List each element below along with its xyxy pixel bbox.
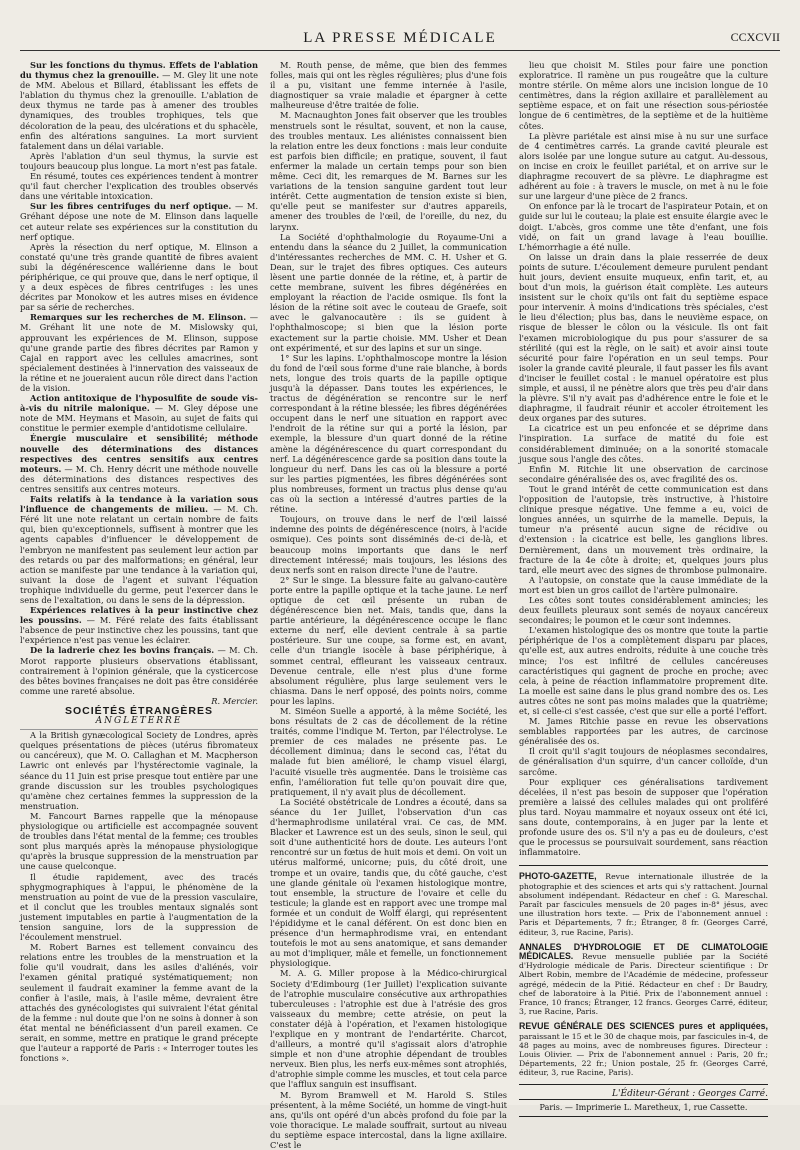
paragraph (519, 575, 768, 595)
paragraph-text: La Société d'ophthalmologie du Royaume-Uni a entendu dans la séance du 2 Juillet, la communication d'intéressantes recherches de MM. C. H. Usher et G. Dean, sur le trajet des fibres optiques. Ces auteurs lèsent une partie donnée de la rétine, et, à partir de cette membrane, suivent les fibres dégénérées en employant la réaction de l'acide osmique. Ils font la lésion de la rétine soit avec le couteau de Graefe, soit avec le galvanocautère : ils se guident à l'ophthalmoscope; si bien que la lésion porte exactement sur la partie choisie. MM. Usher et Dean ont expérimenté, et sur des lapins et sur un singe. (270, 231, 507, 353)
paragraph-text: — M. Gley lit une note de MM. Abelous et Billard, établissant les effets de l'ablation du thymus chez la grenouille. L'ablation de deux thymus ne tarde pas à amener des troubles dynamiques, des troubles trophiques, tels que décoloration de la peau, des ulcérations et du sphacèle, enfin des altérations sanguines. La mort survient fatalement dans un délai variable. (20, 70, 258, 151)
paragraph (20, 60, 258, 151)
paragraph-lead: Expériences relatives à la peur instinctive chez les poussins. (20, 605, 258, 626)
paragraph (519, 201, 768, 251)
paragraph-text: A la British gynæcological Society de Londres, après quelques présentations de pièces (utérus fibromateux ou cancéreux), que M. O. Callaghan et M. Macpherson Lawric ont enlevés par l'hystérectomie vaginale, la séance du 11 Juin est prise presque tout entière par une grande discussion sur les troubles psychologiques qu'amène chez certaines femmes la suppression de la menstruation. (20, 730, 258, 811)
paragraph (20, 494, 258, 605)
paragraph-text: — M. Ch. Morot rapporte plusieurs observations établissant, contrairement à l'opinion générale, que la cysticercose des bêtes bovines françaises ne doit pas être considérée comme une rareté absolue. (20, 645, 258, 696)
advert-heading: ANNALES D'HYDROLOGIE ET DE CLIMATOLOGIE MÉDICALES. (519, 941, 768, 962)
paragraph (270, 1090, 507, 1150)
section-subtitle: ANGLETERRE (20, 716, 258, 730)
paragraph-text: Toujours, on trouve dans le nerf de l'œil laissé indemne des points de dégénérescence (noirs, à l'acide osmique). Ces points sont disséminés de-ci de-là, et beaucoup moins importants que dans le nerf directement intéressé; mais toujours, les lésions des deux nerfs sont en raison directe l'une de l'autre. (270, 514, 507, 575)
paragraph (270, 514, 507, 575)
paragraph-text: Tout le grand intérêt de cette communication est dans l'opposition de l'autopsie, très instructive, à l'histoire clinique presque négative. Une femme a eu, voici de longues années, un squirrhe de la mamelle. Depuis, la tumeur n'a présenté aucun signe de récidive ou d'extension : la cicatrice est belle, les ganglions libres. Dernièrement, dans un mouvement très ordinaire, la fracture de la 4e côte à droite; et, quelques jours plus tard, elle meurt avec des signes de thrombose pulmonaire. (519, 483, 768, 575)
paragraph (20, 730, 258, 811)
paragraph (270, 60, 507, 110)
paragraph-text: M. Fancourt Barnes rappelle que la ménopause physiologique ou artificielle est accompagnée souvent de troubles dans l'état mental de la femme; ces troubles sont plus marqués après la ménopause physiologique qu'après la brusque suppression de la menstruation par une cause quelconque. (20, 810, 258, 872)
paragraph-text: L'examen histologique des os montre que toute la partie périphérique de l'os a complètement disparu par places, qu'elle est, aux autres endroits, réduite à une couche très mince; l'os est infiltré de cellules cancéreuses caractéristiques qui gagnent de proche en proche; avec cela, à peine de réaction inflammatoire proprement dite. La moelle est saine dans le plus grand nombre des os. Les autres côtes ne sont pas moins malades que la quatrième; et, si celle-ci s'est cassée, c'est que sur elle a porté l'effort. (519, 625, 768, 716)
paragraph-text: — M. Gley dépose une note de MM. Heymans et Masoin, au sujet de faits qui constitue le permier exemple d'antidotisme cellulaire. (20, 403, 258, 434)
signature: R. Mercier. (211, 695, 258, 706)
paragraph-text: La cicatrice est un peu enfoncée et se déprime dans l'inspiration. La surface de matité du foie est considérablement diminuée; on a la sonorité stomacale jusque sous l'angle des côtes. (519, 423, 768, 464)
advert (519, 872, 768, 936)
paragraph-text: 2° Sur le singe. La blessure faite au galvano-cautère porte entre la papille optique et la tache jaune. Le nerf optique de cet œil présente un ruban de dégénérescence bien net. Mais, tandis que, dans la partie antérieure, la dégénérescence occupe le flanc externe du nerf, elle devient centrale à sa partie postérieure. Sur une coupe, sa forme est, en avant, celle d'un triangle isocèle à base périphérique, à sommet central, effleurant les vaisseaux centraux. Devenue centrale, elle n'est plus d'une forme absolument régulière, plus large seulement vers le chiasma. Dans le nerf opposé, des points noirs, comme pour les lapins. (270, 574, 507, 706)
paragraph (519, 484, 768, 575)
paragraph (519, 595, 768, 625)
paragraph (270, 968, 507, 1089)
paragraph-text: On laisse un drain dans la plaie resserrée de deux points de suture. L'écoulement demeure purulent pendant huit jours, devient ensuite muqueux, enfin tarit, et, au bout d'un mois, la guérison était complète. Les auteurs insistent sur le choix qu'ils ont fait du septième espace pour intervenir. À moins d'indications très spéciales, c'est le lieu d'élection; plus bas, dans le neuvième espace, on risque de blesser le côlon ou la vésicule. Ils ont fait l'examen microbiologique du pus pour s'assurer de sa stérilité (qui est la règle, on le sait) et avoir ainsi toute sécurité pour faire l'opération en un seul temps. Pour isoler la grande cavité pleurale, il faut passer les fils avant d'inciser le feuillet costal : le manuel opératoire est plus simple, et aussi, il ne pénètre alors que très peu d'air dans la plèvre. S'il n'y avait pas d'adhérence entre le foie et le diaphragme, il faudrait réunir et accoler étroitement les deux organes par des sutures. (519, 251, 768, 424)
paragraph (20, 312, 258, 393)
paragraph-text: — M. Gréhant lit une note de M. Mislowsky qui, approuvant les expériences de M. Elinson, suppose qu'une grande partie des fibres décrites par Ramon y Cajal en rapport avec les cellules amacrines, sont spécialement destinées à l'innervation des vaisseaux de la rétine et ne joueraient aucun rôle direct dans l'action de la vision. (20, 312, 258, 393)
paragraph (20, 393, 258, 433)
journal-title: LA PRESSE MÉDICALE (303, 30, 497, 46)
column-3 (519, 60, 768, 1112)
printer-line: Paris. — Imprimerie L. Maretheux, 1, rue Cassette. (519, 1099, 768, 1117)
paragraph-text: M. Robert Barnes est tellement convaincu des relations entre les troubles de la menstruation et la folie qu'il voudrait, dans les asiles d'aliénés, voir l'examen génital pratiqué systématiquement; non seulement il faudrait examiner la femme avant de la confier à l'asile, mais, à l'asile même, devraient être attachés des gynécologistes qui suivraient l'état génital de la femme : nul doute que l'on ne soins à donner à son état mental ne bénéficiassent d'un pareil examen. Ce serait, en somme, mettre en pratique le grand précepte que l'auteur a rapporté de Paris : « Interroger toutes les fonctions ». (20, 942, 258, 1064)
paragraph (519, 60, 768, 131)
paragraph-text: Pour expliquer ces généralisations tardivement décelées, il n'est pas besoin de supposer que l'opération première a laissé des cellules malades qui ont proliféré plus tard. Noyau mammaire et noyaux osseux ont été ici, sans doute, contemporains, à en juger par la lente et profonde usure des os. S'il n'y a pas eu de douleurs, c'est que le processus se poursuivait sourdement, sans réaction inflammatoire. (519, 776, 768, 858)
paragraph (20, 942, 258, 1063)
column-1-foreign-articles (20, 730, 258, 1063)
paragraph (20, 151, 258, 171)
paragraph-text: M. Siméon Suelle a apporté, à la même Société, les bons résultats de 2 cas de décollement de la rétine traités, comme l'indique M. Terton, par l'électrolyse. Le premier de ces malades ne présente pas. Le décollement diminua; dans le second cas, l'état du malade fut bien amélioré, le champ visuel élargi, l'acuité visuelle très augmentée. Dans le troisième cas enfin, l'amélioration fut telle qu'on pouvait dire que, pratiquement, il n'y avait plus de décollement. (270, 706, 507, 797)
column-1 (20, 60, 258, 1075)
paragraph (519, 716, 768, 746)
paragraph (20, 433, 258, 494)
paragraph-text: M. Routh pense, de même, que bien des femmes folles, mais qui ont les règles régulières; plus d'une fois il a pu, visitant une femme internée à l'asile, diagnostiquer sa vraie maladie et épargner à cette malheureuse d'être traitée de folie. (270, 60, 507, 111)
paragraph (519, 423, 768, 463)
advert-text: Revue internationale illustrée de la photographie et des sciences et arts qui s'y rattachent. Journal absolument indépendant. Rédacteur en chef : G. Mareschal. Paraît par fascicules mensuels de 20 pages in-8° jésus, avec une illustration hors texte. — Prix de l'abonnement annuel : Paris et Départements, 7 fr.; Étranger, 8 fr. (Georges Carré, éditeur, 3, rue Racine, Paris). (519, 872, 768, 937)
paragraph-text: Les côtes sont toutes considérablement amincies; les deux feuillets pleuraux sont semés de noyaux cancéreux secondaires; le poumon et le cœur sont indemnes. (519, 594, 768, 626)
paragraph (270, 575, 507, 706)
paragraph (20, 201, 258, 241)
advert (519, 1022, 768, 1077)
paragraph-text: Après la résection du nerf optique, M. Elinson a constaté qu'une très grande quantité de fibres avaient subi la dégénérescence wallérienne dans le bout périphérique, ce qui prouve que, dans le nerf optique, il y a deux espèces de fibres centrifuges : les unes décrites par Monokow et les autres mises en évidence par sa série de recherches. (20, 241, 258, 313)
advert-heading: PHOTO-GAZETTE, (519, 871, 597, 882)
paragraph-text: — M. Gréhant dépose une note de M. Elinson dans laquelle cet auteur relate ses expériences sur la constitution du nerf optique. (20, 201, 258, 242)
advert-text: Revue mensuelle publiée par la Société d'Hydrologie médicale de Paris. Directeur scientifique : Dr Albert Robin, membre de l'Académie de médecine, professeur agrégé, médecin de la Pitié. Rédacteur en chef : Dr Baudry, chef de laboratoire à la Pitié. Prix de l'abonnement annuel : France, 10 francs; Étranger, 12 francs. Georges Carré, éditeur, 3, rue Racine, Paris. (519, 952, 768, 1017)
paragraph (20, 645, 258, 695)
column-1-articles (20, 60, 258, 696)
editor-manager: L'Éditeur-Gérant : Georges Carré. (519, 1084, 768, 1099)
paragraph-lead: Faits relatifs à la tendance à la variation sous l'influence de changements de milieu. (20, 494, 258, 515)
paragraph-text: M. Byrom Bramwell et M. Harold S. Stiles présentent, à la même Société, un homme de vingt-huit ans, qu'ils ont opéré d'un abcès profond du foie par la voie thoracique. Le malade souffrait, surtout au niveau du septième espace intercostal, dans la ligne axillaire. C'est le (270, 1089, 507, 1150)
paragraph (270, 706, 507, 797)
paragraph-lead: De la ladrerie chez les bovins français. (30, 645, 215, 656)
paragraph (20, 811, 258, 872)
paragraph-text: On enfonce par là le trocart de l'aspirateur Potain, et on guide sur lui le couteau; la plaie est ensuite élargie avec le doigt. L'abcès, gros comme une tête d'enfant, une fois vidé, on fait un grand lavage à l'eau bouillie. L'hémorrhagie a été nulle. (519, 201, 768, 252)
paragraph-text: La Société obstétricale de Londres a écouté, dans sa séance du 1er Juillet, l'observation d'un cas d'hermaphrodisme unilatéral vrai. Ce cas, de MM. Blacker et Lawrence est un des seuls, sinon le seul, qui soit d'une authenticité hors de doute. Les auteurs l'ont rencontré sur un fœtus de huit mois et demi. On voit un utérus malformé, unicorne; puis, du côté droit, une trompe et un ovaire, tandis que, du côté gauche, c'est une glande génitale où l'examen histologique montre, tout ensemble, la structure de l'ovaire et celle du testicule; la glande est en rapport avec une trompe mal formée et un conduit de Wolff élargi, qui représentent l'épididyme et le canal déférent. On est donc bien en présence d'un hermaphrodisme vrai, en entendant toutefois le mot au sens anatomique, et sans demander au mot d'impliquer, mâle et femelle, un fonctionnement physiologique. (270, 796, 507, 969)
paragraph-text: 1° Sur les lapins. L'ophthalmoscope montre la lésion du fond de l'œil sous forme d'une raie blanche, à bords nets, longue des trois quarts de la papille optique jusqu'à la dépasser. Dans toutes les expériences, le tractus de dégénération se rencontre sur le nerf correspondant à la rétine blessée; les fibres dégénérées occupent dans le nerf une situation en rapport avec l'endroit de la rétine sur qui a porté la lésion, par exemple, la blessure d'un quart donné de la rétine amène la dégénérescence du quart correspondant du nerf. La dégénérescence garde sa position dans toute la longueur du nerf. Dans les cas où la blessure a porté sur les parties pigmentées, les fibres dégénérées sont plus nombreuses, forment un tractus plus dense qu'au cas où la section a intéressé d'autres parties de la rétine. (270, 352, 507, 515)
advert-text: paraissant le 15 et le 30 de chaque mois, par fascicules in-4, de 48 pages au moins, avec de nombreuses figures. Directeur : Louis Olivier. — Prix de l'abonnement annuel : Paris, 20 fr.; Départements, 22 fr.; Union postale, 25 fr. (Georges Carré, éditeur, 3, rue Racine, Paris). (519, 1031, 768, 1078)
paragraph-text: — M. Ch. Henry décrit une méthode nouvelle des déterminations des distances respectives des centres sensitifs aux centres moteurs. (20, 463, 258, 494)
paragraph (519, 464, 768, 484)
paragraph (20, 605, 258, 645)
paragraph-text: La plèvre pariétale est ainsi mise à nu sur une surface de 4 centimètres carrés. La grande cavité pleurale est alors isolée par une longue suture au catgut. Au-dessous, on incise en croix le feuillet pariétal, et on arrive sur le diaphragme recouvert de sa plèvre. Le diaphragme est adhérent au foie : à travers le muscle, on met à nu le foie sur une largeur d'une pièce de 2 francs. (519, 130, 768, 202)
paragraph-text: M. A. G. Miller propose à la Médico-chirurgical Society d'Edimbourg (1er Juillet) l'explication suivante de l'atrophie musculaire consécutive aux arthropathies tuberculeuses : l'atrophie est due à l'atrésie des gros vaisseaux du membre; cette atrésie, on peut la constater déjà à l'opération, et l'examen histologique l'explique en y montrant de l'endartérite. Charcot, d'ailleurs, a montré qu'il s'agissait alors d'atrophie simple et non d'une atrophie dépendant de troubles nerveux. Bien plus, les nerfs eux-mêmes sont atrophiés, d'atrophie simple comme les muscles, et tout cela parce que l'afflux sanguin est insuffisant. (270, 968, 507, 1090)
advertisements (519, 865, 768, 1077)
paragraph (519, 625, 768, 716)
paragraph (20, 171, 258, 201)
paragraph (519, 777, 768, 858)
paragraph-text: Après l'ablation d'un seul thymus, la survie est toujours beaucoup plus longue. La mort n'est pas fatale. (20, 150, 258, 171)
paragraph-lead: Énergie musculaire et sensibilité; méthode nouvelle des déterminations des distances respectives des centres sensitifs aux centres moteurs. (20, 433, 258, 474)
page-header (20, 28, 780, 51)
paragraph-text: Enfin M. Ritchie lit une observation de carcinose secondaire généralisée des os, avec fragilité des os. (519, 463, 768, 484)
paragraph (270, 797, 507, 969)
page-number: CCXCVII (730, 30, 780, 44)
paragraph-text: lieu que choisit M. Stiles pour faire une ponction exploratrice. Il ramène un pus rougeâtre que la culture montre stérile. On même alors une incision longue de 10 centimètres, dans la région axillaire et parallèlement au septième espace, et on fait une résection sous-périostée longue de 6 centimètres, de la septième et de la huitième côtes. (519, 60, 768, 131)
column-2 (270, 60, 507, 1150)
paragraph (270, 353, 507, 515)
paragraph-text: En résumé, toutes ces expériences tendent à montrer qu'il faut chercher l'explication des troubles observés dans une véritable intoxication. (20, 171, 258, 202)
paragraph-text: Il croit qu'il s'agit toujours de néoplasmes secondaires, de généralisation d'un squirre, d'un cancer colloïde, d'un sarcôme. (519, 746, 768, 777)
paragraph (270, 110, 507, 231)
paragraph (519, 131, 768, 202)
paragraph (519, 252, 768, 424)
paragraph (270, 232, 507, 353)
paragraph-text: A l'autopsie, on constate que la cause immédiate de la mort est bien un gros caillot de l'artère pulmonaire. (519, 574, 768, 595)
section-title: SOCIÉTÉS ÉTRANGÈRES (65, 705, 213, 717)
paragraph-lead: Remarques sur les recherches de M. Elinson. (30, 312, 247, 323)
paragraph-lead: Sur les fonctions du thymus. Effets de l'ablation du thymus chez la grenouille. (20, 60, 258, 81)
paragraph-text: M. Macnaughton Jones fait observer que les troubles menstruels sont le résultat, souvent, et non la cause, des troubles mentaux. Les aliénistes connaissent bien la relation entre les deux fonctions : mais leur conduite est parfois bien difficile; en pratique, souvent, il faut enfermer la malade un certain temps pour son bien même. Ceci dit, les remarques de M. Barnes sur les variations de la tension sanguine gardent tout leur intérêt. Cette augmentation de tension existe si bien, qu'elle peut se manifester sur d'autres appareils, amener des troubles de l'œil, de l'oreille, du nez, du larynx. (270, 110, 507, 232)
paragraph-lead: Sur les fibres centrifuges du nerf optique. (30, 201, 232, 212)
advert-heading: REVUE GÉNÉRALE DES SCIENCES pures et appliquées, (519, 1021, 768, 1032)
paragraph-text: M. James Ritchie passe en revue les observations semblables rapportées par les autres, de carcinose généralisée des os. (519, 716, 768, 747)
paragraph (519, 746, 768, 776)
paragraph-lead: Action antitoxique de l'hyposulfite de soude vis-à-vis du nitrile malonique. (20, 393, 258, 414)
paragraph-text: — M. Féré relate des faits établissant l'absence de peur instinctive chez les poussins, tant que l'expérience n'est pas venue les éclairer. (20, 615, 258, 646)
column-2-articles (270, 60, 507, 1150)
column-3-articles (519, 60, 768, 857)
paragraph (20, 242, 258, 313)
advert (519, 943, 768, 1017)
paragraph-text: Il étudie rapidement, avec des tracés sphygmographiques à l'appui, le phénomène de la menstruation au point de vue de la pression vasculaire, et il conclut que les troubles mentaux signalés sont justement imputables en partie à l'augmentation de la tension sanguine, lors de la suppression de l'écoulement menstruel. (20, 871, 258, 943)
paragraph-text: — M. Ch. Féré lit une note relatant un certain nombre de faits qui, bien qu'exceptionnels, suffisent à montrer que les agents capables d'influencer le développement de l'embryon ne manifestent pas seulement leur action par des retards ou par des malformations; en général, leur action se manifeste par une tendance à la variation qui, suivant la dose de l'agent et suivant l'équation trophique individuelle du germe, peut l'exercer dans le sens de l'exaltation, ou dans le sens de la dépression. (20, 504, 259, 605)
paragraph (20, 872, 258, 943)
